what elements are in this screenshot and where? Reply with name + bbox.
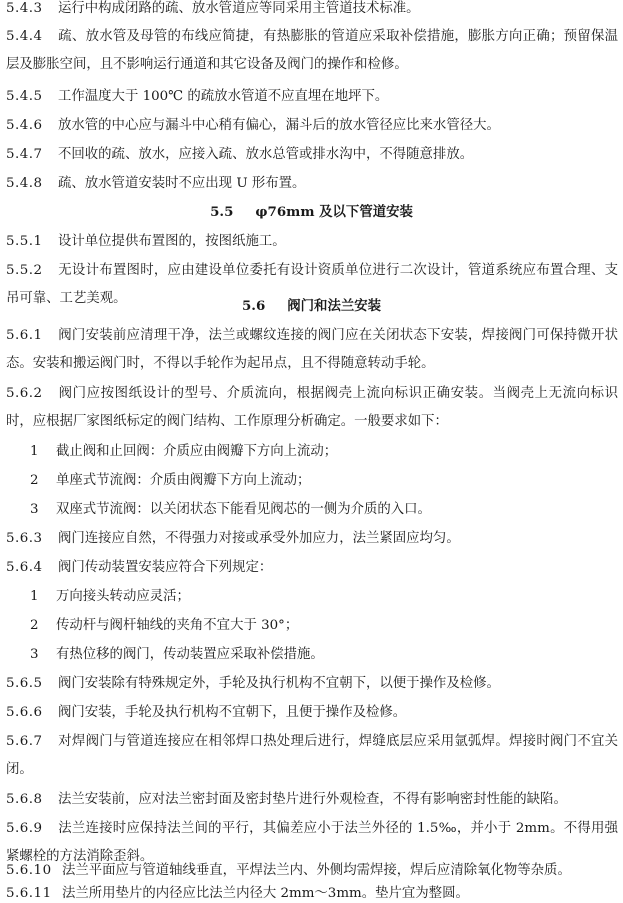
- section-heading-5-5: [0, 198, 623, 226]
- clause-number: 5.4.8: [6, 176, 43, 191]
- section-title: 阀门和法兰安装: [287, 298, 382, 314]
- clause-5-6-8: [6, 786, 618, 814]
- clause-text: 工作温度大于 100℃ 的疏放水管道不应直埋在地坪下。: [58, 89, 389, 104]
- clause-number: 5.6.4: [6, 560, 43, 575]
- section-number: 5.6: [241, 298, 266, 314]
- clause-5-6-11: [6, 880, 618, 903]
- item-text: 有热位移的阀门，传动装置应采取补偿措施。: [56, 647, 324, 662]
- list-item: [30, 641, 324, 669]
- section-heading-5-6: [0, 292, 623, 320]
- item-number: 2: [30, 473, 39, 488]
- clause-text: 阀门应按图纸设计的型号、介质流向，根据阀壳上流向标识正确安装。当阀壳上无流向标识时，应根据厂家图纸标定的阀门结构、工作原理分析确定。一般要求如下：: [6, 386, 618, 429]
- clause-number: 5.6.10: [6, 863, 52, 878]
- clause-text: 法兰连接时应保持法兰间的平行，其偏差应小于法兰外径的 1.5‰，并小于 2mm。不得用强紧螺栓的方法消除歪斜。: [6, 821, 618, 864]
- clause-number: 5.6.2: [6, 386, 43, 401]
- clause-5-6-2: [6, 380, 618, 436]
- clause-text: 阀门安装，手轮及执行机构不宜朝下，且便于操作及检修。: [58, 705, 407, 720]
- clause-text: 阀门安装除有特殊规定外，手轮及执行机构不宜朝下，以便于操作及检修。: [58, 676, 500, 691]
- clause-number: 5.4.7: [6, 147, 43, 162]
- clause-number: 5.6.6: [6, 705, 43, 720]
- clause-number: 5.4.6: [6, 118, 43, 133]
- clause-text: 对焊阀门与管道连接应在相邻焊口热处理后进行，焊缝底层应采用氩弧焊。焊接时阀门不宜关闭。: [6, 734, 618, 777]
- clause-5-4-8: [6, 170, 618, 198]
- clause-text: 阀门连接应自然，不得强力对接或承受外加应力，法兰紧固应均匀。: [58, 531, 460, 546]
- item-text: 双座式节流阀：以关闭状态下能看见阀芯的一侧为介质的入口。: [56, 502, 431, 517]
- clause-text: 设计单位提供布置图的，按图纸施工。: [58, 234, 286, 249]
- section-number: 5.5: [210, 204, 234, 220]
- clause-5-4-7: [6, 141, 618, 169]
- clause-text: 放水管的中心应与漏斗中心稍有偏心，漏斗后的放水管径应比来水管径大。: [58, 118, 500, 133]
- clause-text: 法兰安装前，应对法兰密封面及密封垫片进行外观检查，不得有影响密封性能的缺陷。: [58, 792, 567, 807]
- section-title: φ76mm 及以下管道安装: [255, 204, 413, 220]
- clause-5-6-7: [6, 728, 618, 784]
- list-item: [30, 612, 298, 640]
- item-number: 3: [30, 502, 39, 517]
- clause-number: 5.6.7: [6, 734, 43, 749]
- clause-text: 疏、放水管道安装时不应出现 U 形布置。: [58, 176, 306, 191]
- clause-text: 阀门安装前应清理干净，法兰或螺纹连接的阀门应在关闭状态下安装，焊接阀门可保持微开状态。安装和搬运阀门时，不得以手轮作为起吊点，且不得随意转动手轮。: [6, 328, 618, 371]
- clause-number: 5.6.1: [6, 328, 43, 343]
- list-item: [30, 583, 190, 611]
- clause-number: 5.4.3: [6, 1, 43, 16]
- list-item: [30, 467, 310, 495]
- item-text: 单座式节流阀：介质由阀瓣下方向上流动；: [56, 473, 311, 488]
- clause-5-6-5: [6, 670, 618, 698]
- clause-text: 法兰所用垫片的内径应比法兰内径大 2mm～3mm。垫片宜为整圆。: [62, 886, 469, 901]
- clause-5-6-3: [6, 525, 618, 553]
- clause-number: 5.4.5: [6, 89, 43, 104]
- clause-number: 5.6.9: [6, 821, 43, 836]
- clause-5-6-4: [6, 554, 618, 582]
- clause-number: 5.5.1: [6, 234, 43, 249]
- item-number: 3: [30, 647, 39, 662]
- clause-number: 5.6.5: [6, 676, 43, 691]
- clause-text: 法兰平面应与管道轴线垂直，平焊法兰内、外侧均需焊接，焊后应清除氧化物等杂质。: [62, 863, 571, 878]
- clause-number: 5.6.11: [6, 886, 52, 901]
- clause-5-6-6: [6, 699, 618, 727]
- clause-number: 5.6.8: [6, 792, 43, 807]
- item-number: 1: [30, 589, 39, 604]
- list-item: [30, 496, 431, 524]
- clause-5-4-3: [6, 0, 618, 23]
- clause-5-4-5: [6, 83, 618, 111]
- item-text: 截止阀和止回阀：介质应由阀瓣下方向上流动；: [56, 444, 338, 459]
- clause-text: 疏、放水管及母管的布线应简捷，有热膨胀的管道应采取补偿措施，膨胀方向正确；预留保温层及膨胀空间，且不影响运行通道和其它设备及阀门的操作和检修。: [6, 29, 618, 72]
- clause-5-4-4: [6, 23, 618, 79]
- clause-text: 阀门传动装置安装应符合下列规定：: [58, 560, 273, 575]
- clause-5-6-1: [6, 322, 618, 378]
- clause-5-5-1: [6, 228, 618, 256]
- item-text: 传动杆与阀杆轴线的夹角不宜大于 30°；: [56, 618, 299, 633]
- clause-number: 5.5.2: [6, 263, 43, 278]
- clause-5-4-6: [6, 112, 618, 140]
- clause-text: 运行中构成闭路的疏、放水管道应等同采用主管道技术标准。: [58, 1, 420, 16]
- item-text: 万向接头转动应灵活；: [56, 589, 190, 604]
- item-number: 2: [30, 618, 39, 633]
- clause-text: 不回收的疏、放水，应接入疏、放水总管或排水沟中，不得随意排放。: [58, 147, 474, 162]
- clause-number: 5.4.4: [6, 29, 43, 44]
- list-item: [30, 438, 337, 466]
- clause-number: 5.6.3: [6, 531, 43, 546]
- item-number: 1: [30, 444, 39, 459]
- clause-text: 无设计布置图时，应由建设单位委托有设计资质单位进行二次设计，管道系统应布置合理、支吊可靠、工艺美观。: [6, 263, 618, 306]
